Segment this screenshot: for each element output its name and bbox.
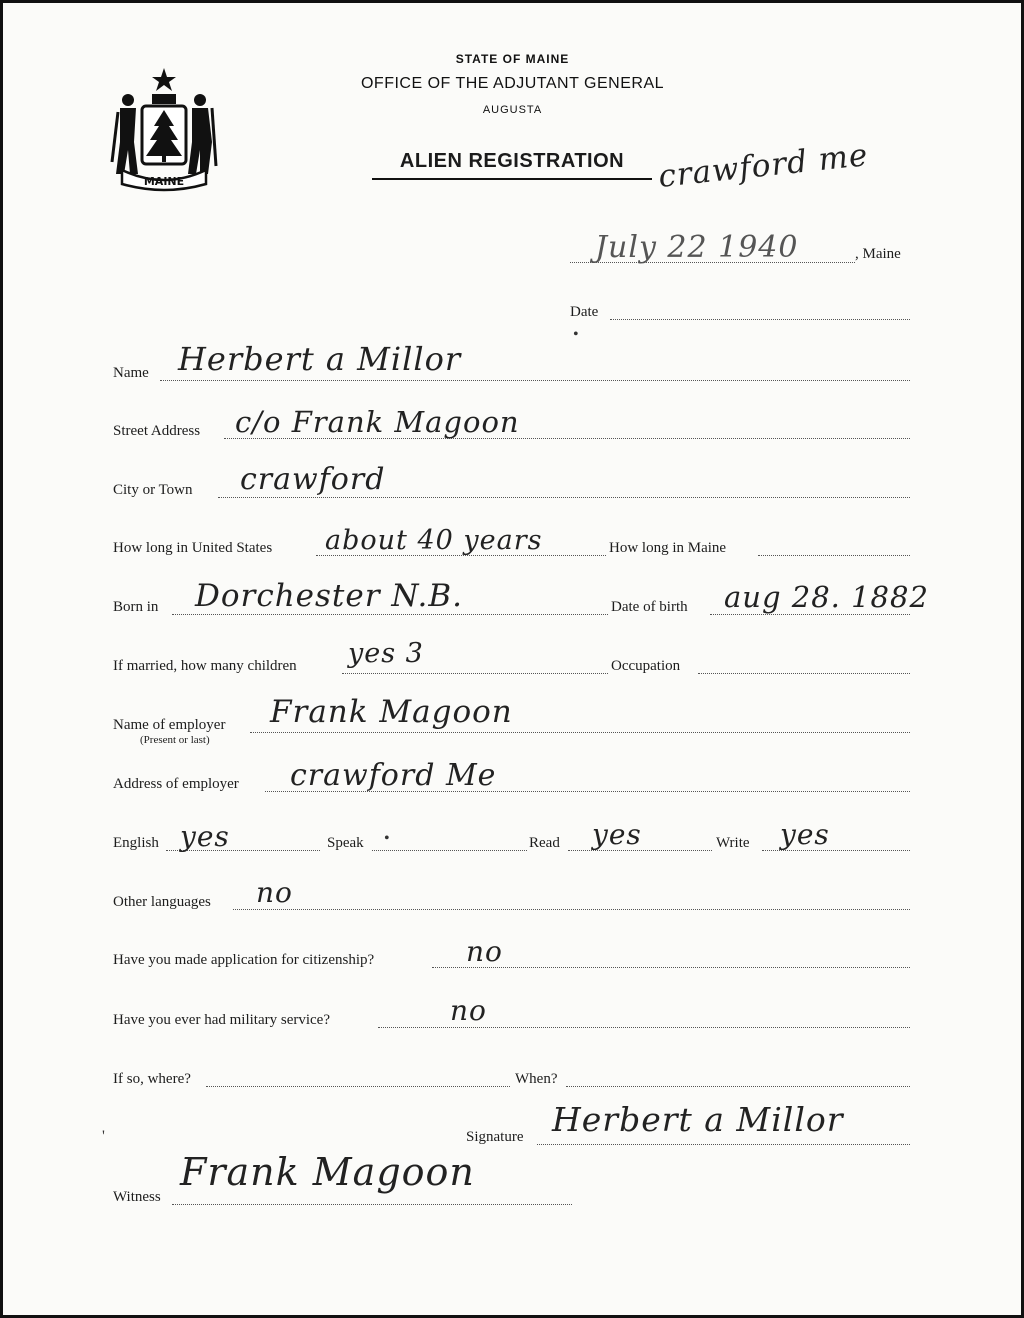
english-value: yes bbox=[180, 820, 230, 853]
read-label: Read bbox=[529, 835, 560, 851]
if-so-where-label: If so, where? bbox=[113, 1071, 191, 1087]
scan-border bbox=[0, 0, 3, 1318]
write-label: Write bbox=[716, 835, 750, 851]
citizenship-label: Have you made application for citizenship? bbox=[113, 952, 375, 968]
employer-address-value: crawford Me bbox=[290, 758, 497, 793]
svg-text:MAINE: MAINE bbox=[143, 175, 185, 188]
name-label: Name bbox=[113, 365, 149, 381]
handwritten-date: July 22 1940 bbox=[595, 230, 799, 265]
maine-label: , Maine bbox=[855, 246, 901, 262]
ink-speck: • bbox=[573, 326, 579, 343]
how-long-us-value: about 40 years bbox=[325, 525, 543, 556]
form-title: ALIEN REGISTRATION bbox=[399, 150, 625, 172]
witness-label: Witness bbox=[113, 1189, 161, 1205]
date-of-birth-value: aug 28. 1882 bbox=[724, 580, 929, 614]
employer-name-value: Frank Magoon bbox=[270, 694, 513, 730]
witness-field[interactable] bbox=[172, 1204, 572, 1205]
when-field[interactable] bbox=[566, 1086, 910, 1087]
signature-value: Herbert a Millor bbox=[552, 1100, 844, 1139]
speak-value: • bbox=[384, 830, 390, 847]
military-value: no bbox=[450, 994, 487, 1027]
write-value: yes bbox=[780, 818, 830, 851]
date-of-birth-label: Date of birth bbox=[611, 599, 688, 615]
other-languages-value: no bbox=[256, 876, 293, 909]
employer-address-label: Address of employer bbox=[113, 776, 239, 792]
employer-name-sublabel: (Present or last) bbox=[140, 734, 210, 746]
witness-value: Frank Magoon bbox=[180, 1150, 475, 1194]
military-label: Have you ever had military service? bbox=[113, 1012, 330, 1028]
occupation-label: Occupation bbox=[611, 658, 681, 674]
when-label: When? bbox=[515, 1071, 558, 1087]
street-address-value: c/o Frank Magoon bbox=[235, 405, 520, 439]
city-value: crawford bbox=[240, 462, 386, 497]
city-label: City or Town bbox=[113, 482, 193, 498]
read-value: yes bbox=[592, 818, 642, 851]
street-address-label: Street Address bbox=[113, 423, 201, 439]
date-field[interactable] bbox=[610, 319, 910, 320]
state-seal-logo bbox=[108, 62, 220, 194]
married-children-label: If married, how many children bbox=[113, 658, 297, 674]
other-languages-label: Other languages bbox=[113, 894, 211, 910]
employer-name-label: Name of employer bbox=[113, 717, 226, 733]
ink-speck: ' bbox=[102, 1128, 105, 1145]
married-children-value: yes 3 bbox=[348, 638, 424, 669]
how-long-maine-label: How long in Maine bbox=[609, 540, 727, 556]
citizenship-value: no bbox=[466, 935, 503, 968]
name-field[interactable] bbox=[160, 380, 910, 381]
handwritten-town: crawford me bbox=[656, 137, 870, 195]
date-label: Date bbox=[570, 304, 599, 320]
born-in-value: Dorchester N.B. bbox=[195, 578, 464, 614]
speak-field[interactable] bbox=[372, 850, 527, 851]
signature-field[interactable] bbox=[537, 1144, 910, 1145]
city-field[interactable] bbox=[218, 497, 910, 498]
header-state: STATE OF MAINE bbox=[455, 52, 570, 66]
how-long-maine-field[interactable] bbox=[758, 555, 910, 556]
header-office: OFFICE OF THE ADJUTANT GENERAL bbox=[360, 75, 665, 92]
header-city: AUGUSTA bbox=[482, 104, 543, 116]
military-field[interactable] bbox=[378, 1027, 910, 1028]
speak-label: Speak bbox=[327, 835, 364, 851]
married-children-field[interactable] bbox=[342, 673, 608, 674]
citizenship-field[interactable] bbox=[432, 967, 910, 968]
occupation-field[interactable] bbox=[698, 673, 910, 674]
date-of-birth-field[interactable] bbox=[710, 614, 910, 615]
if-so-where-field[interactable] bbox=[206, 1086, 510, 1087]
how-long-us-label: How long in United States bbox=[113, 540, 273, 556]
name-value: Herbert a Millor bbox=[178, 340, 462, 378]
signature-label: Signature bbox=[466, 1129, 524, 1145]
born-in-label: Born in bbox=[113, 599, 159, 615]
scan-border bbox=[0, 0, 1024, 3]
title-underline bbox=[372, 178, 652, 180]
english-label: English bbox=[113, 835, 159, 851]
born-in-field[interactable] bbox=[172, 614, 608, 615]
other-languages-field[interactable] bbox=[233, 909, 910, 910]
employer-name-field[interactable] bbox=[250, 732, 910, 733]
